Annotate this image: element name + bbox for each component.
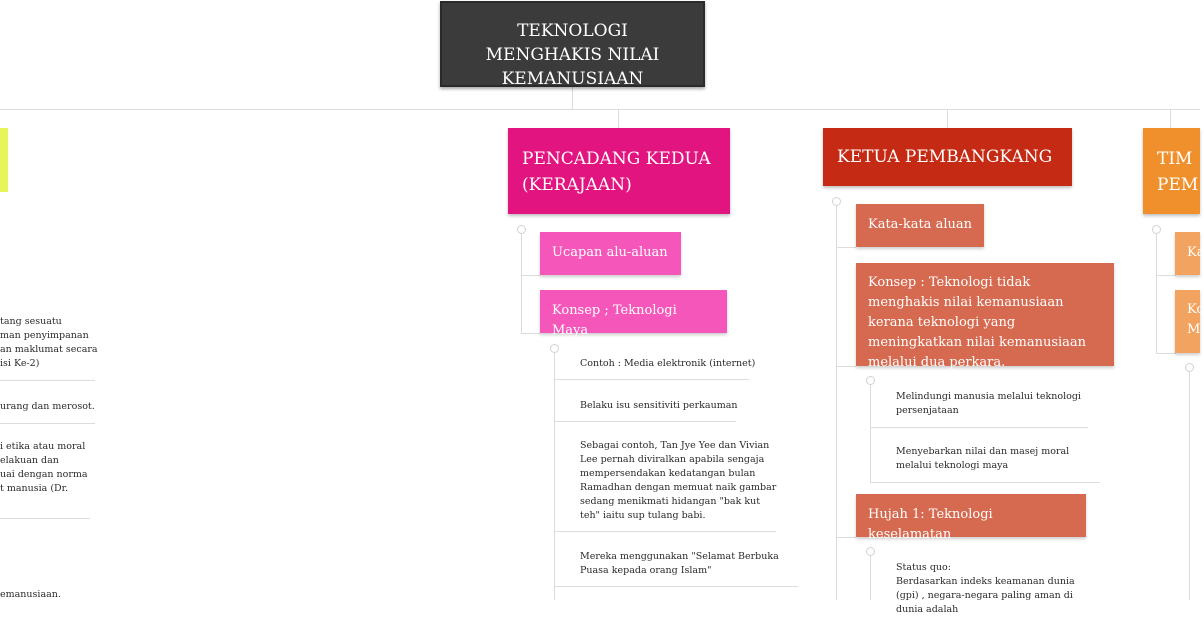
right-title-line1: TIM [1157,149,1193,169]
ketua-branch-topic[interactable] [823,128,1072,186]
pencadang-title: PENCADANG KEDUA (KERAJAAN) [522,149,711,195]
ketua-leaf-line [870,556,871,600]
left-branch-topic[interactable] [0,128,8,192]
ketua-title: KETUA PEMBANGKANG [837,147,1053,167]
connector [836,247,856,248]
pencadang-child-line [521,234,522,334]
ketua-child-line [836,206,837,600]
collapse-dot[interactable] [1185,363,1194,372]
right-sub-2-line2: M [1187,322,1201,337]
root-topic[interactable] [440,1,705,87]
left-leaf-4: emanusiaan. [0,589,61,600]
ketua-leaf-maya: Menyebarkan nilai dan masej moral melalui teknologi maya [896,446,1070,471]
connector [1156,275,1176,276]
leaf-underline [554,379,749,380]
ketua-leaf-line [870,385,871,482]
ketua-sub-kata-aluan[interactable] [856,204,984,247]
ketua-leaf-persenjataan: Melindungi manusia melalui teknologi persenjataan [896,391,1081,416]
right-child-line [1156,234,1157,354]
pencadang-sub-konsep[interactable] [540,290,727,338]
pencadang-leaf-contoh: Contoh : Media elektronik (internet) [580,358,756,369]
connector [836,366,856,367]
ketua-sub-hujah1-label: Hujah 1: Teknologi keselamatan [868,507,993,542]
right-sub-2[interactable] [1175,290,1204,353]
left-fragment-7: uai dengan norma [0,469,88,480]
left-leaf-underline [0,380,95,381]
left-fragment-0: tang sesuatu [0,316,62,327]
ketua-sub-konsep-label: Konsep : Teknologi tidak menghakis nilai kemanusiaan kerana teknologi yang meningkatkan nilai kemanusiaan melalui dua perkara. [868,275,1087,370]
connector [521,275,541,276]
leaf-underline [554,586,798,587]
left-fragment-5: i etika atau moral [0,441,86,452]
left-leaf-underline [0,423,95,424]
collapse-dot[interactable] [517,225,526,234]
right-sub-1[interactable] [1175,232,1204,275]
right-leaf-line [1189,372,1190,600]
left-fragment-8: t manusia (Dr. [0,483,69,494]
top-horizontal-connector [0,109,1200,110]
ketua-sub-kata-aluan-label: Kata-kata aluan [868,217,972,232]
pencadang-branch-topic[interactable] [508,128,730,214]
ketua-drop-line [947,109,948,129]
leaf-underline [554,421,736,422]
pencadang-drop-line [618,109,619,129]
collapse-dot[interactable] [832,197,841,206]
leaf-underline [554,531,776,532]
left-fragment-2: an maklumat secara [0,344,98,355]
leaf-underline [870,482,1100,483]
pencadang-sub-ucapan[interactable] [540,232,681,275]
pencadang-leaf-isu: Belaku isu sensitiviti perkauman [580,400,738,411]
leaf-underline [870,427,1088,428]
left-leaf-3 [0,440,110,496]
pencadang-leaf-contoh-viral: Sebagai contoh, Tan Jye Yee dan Vivian Lee pernah diviralkan apabila sengaja mempersendakan kedatangan bulan Ramadhan dengan memuat naik gambar sedang menikmati hidangan "bak kut teh" iaitu sup tulang babi. [580,440,777,521]
connector [836,537,856,538]
right-branch-topic[interactable] [1143,128,1200,214]
connector [1156,353,1176,354]
collapse-dot[interactable] [550,344,559,353]
ketua-sub-konsep[interactable] [856,263,1114,370]
left-leaf-underline [0,518,90,519]
right-title-line2: PEM [1157,175,1199,195]
pencadang-leaf-mereka: Mereka menggunakan "Selamat Berbuka Puasa kepada orang Islam" [580,551,779,576]
left-fragment-1: man penyimpanan [0,330,89,341]
pencadang-leaf-line [554,353,555,600]
pencadang-sub-konsep-label: Konsep ; Teknologi Maya [552,303,677,338]
left-fragment-6: elakuan dan [0,455,59,466]
connector [521,333,541,334]
right-drop-line [1170,109,1171,129]
ketua-leaf-status-quo: Status quo: Berdasarkan indeks keamanan dunia (gpi) , negara-negara paling aman di dunia adalah [896,562,1075,615]
pencadang-sub-ucapan-label: Ucapan alu-aluan [552,245,668,260]
left-fragment-3: isi Ke-2) [0,358,40,369]
collapse-dot[interactable] [866,547,875,556]
root-title: TEKNOLOGI MENGHAKIS NILAI KEMANUSIAAN [485,21,660,89]
collapse-dot[interactable] [1152,225,1161,234]
right-sub-2-line1: Ko [1187,302,1204,317]
right-sub-1-label: Ka [1187,245,1204,260]
ketua-sub-hujah1[interactable] [856,494,1086,542]
collapse-dot[interactable] [866,376,875,385]
left-leaf-1 [0,315,110,371]
left-leaf-2: urang dan merosot. [0,401,95,412]
